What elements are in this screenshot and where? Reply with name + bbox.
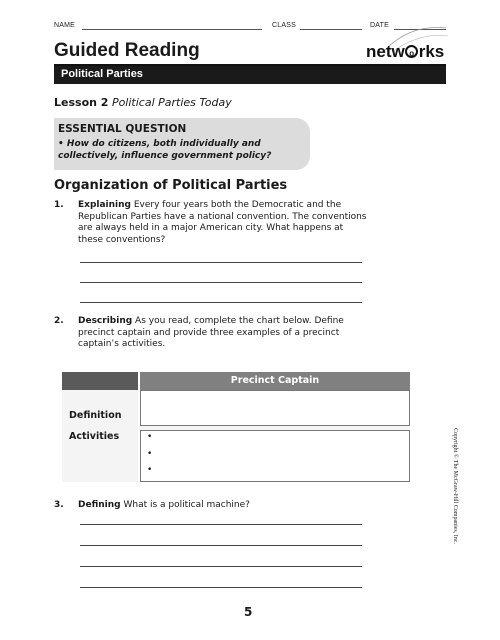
question-3: 3. Defining What is a political machine? [54, 500, 250, 510]
chart-row-label: Activities [62, 430, 138, 482]
answer-line[interactable] [80, 262, 362, 263]
logo-o-icon: o [405, 45, 418, 58]
precinct-captain-chart [62, 372, 410, 482]
page-title: Guided Reading [54, 40, 200, 61]
answer-line[interactable] [80, 566, 362, 567]
chart-row-label: Definition [62, 390, 138, 426]
question-2: 2. Describing As you read, complete the chart below. Define precinct captain and provide three examples of a precinct captain’s activities. [54, 316, 344, 349]
section-title: Organization of Political Parties [54, 178, 288, 193]
class-line[interactable] [300, 29, 362, 30]
answer-line[interactable] [80, 282, 362, 283]
lesson-line: Lesson 2 Political Parties Today [54, 96, 232, 109]
page-number: 5 [244, 605, 253, 619]
essential-question-text: • How do citizens, both individually and collectively, influence government policy? [58, 139, 272, 161]
date-label: DATE [370, 22, 389, 29]
name-line[interactable] [82, 29, 262, 30]
activities-cell[interactable] [140, 430, 410, 482]
definition-cell[interactable] [140, 390, 410, 426]
name-label: NAME [54, 22, 76, 29]
essential-question-heading: ESSENTIAL QUESTION [58, 123, 187, 135]
answer-line[interactable] [80, 524, 362, 525]
bullet: • [147, 432, 153, 442]
bullet: • [147, 465, 153, 475]
chart-header: Precinct Captain [140, 372, 410, 390]
answer-line[interactable] [80, 302, 362, 303]
bullet: • [147, 449, 153, 459]
answer-line[interactable] [80, 587, 362, 588]
copyright-notice: Copyright © The McGraw-Hill Companies, Inc. [452, 428, 458, 544]
chart-corner [62, 372, 138, 390]
networks-logo: netw o rks [366, 42, 445, 61]
chapter-band-label: Political Parties [61, 68, 143, 80]
question-1: 1. Explaining Every four years both the Democratic and the Republican Parties have a national convention. The conventions are always held in a major American city. What happens at these conventions? [54, 200, 367, 245]
answer-line[interactable] [80, 545, 362, 546]
class-label: CLASS [272, 22, 296, 29]
